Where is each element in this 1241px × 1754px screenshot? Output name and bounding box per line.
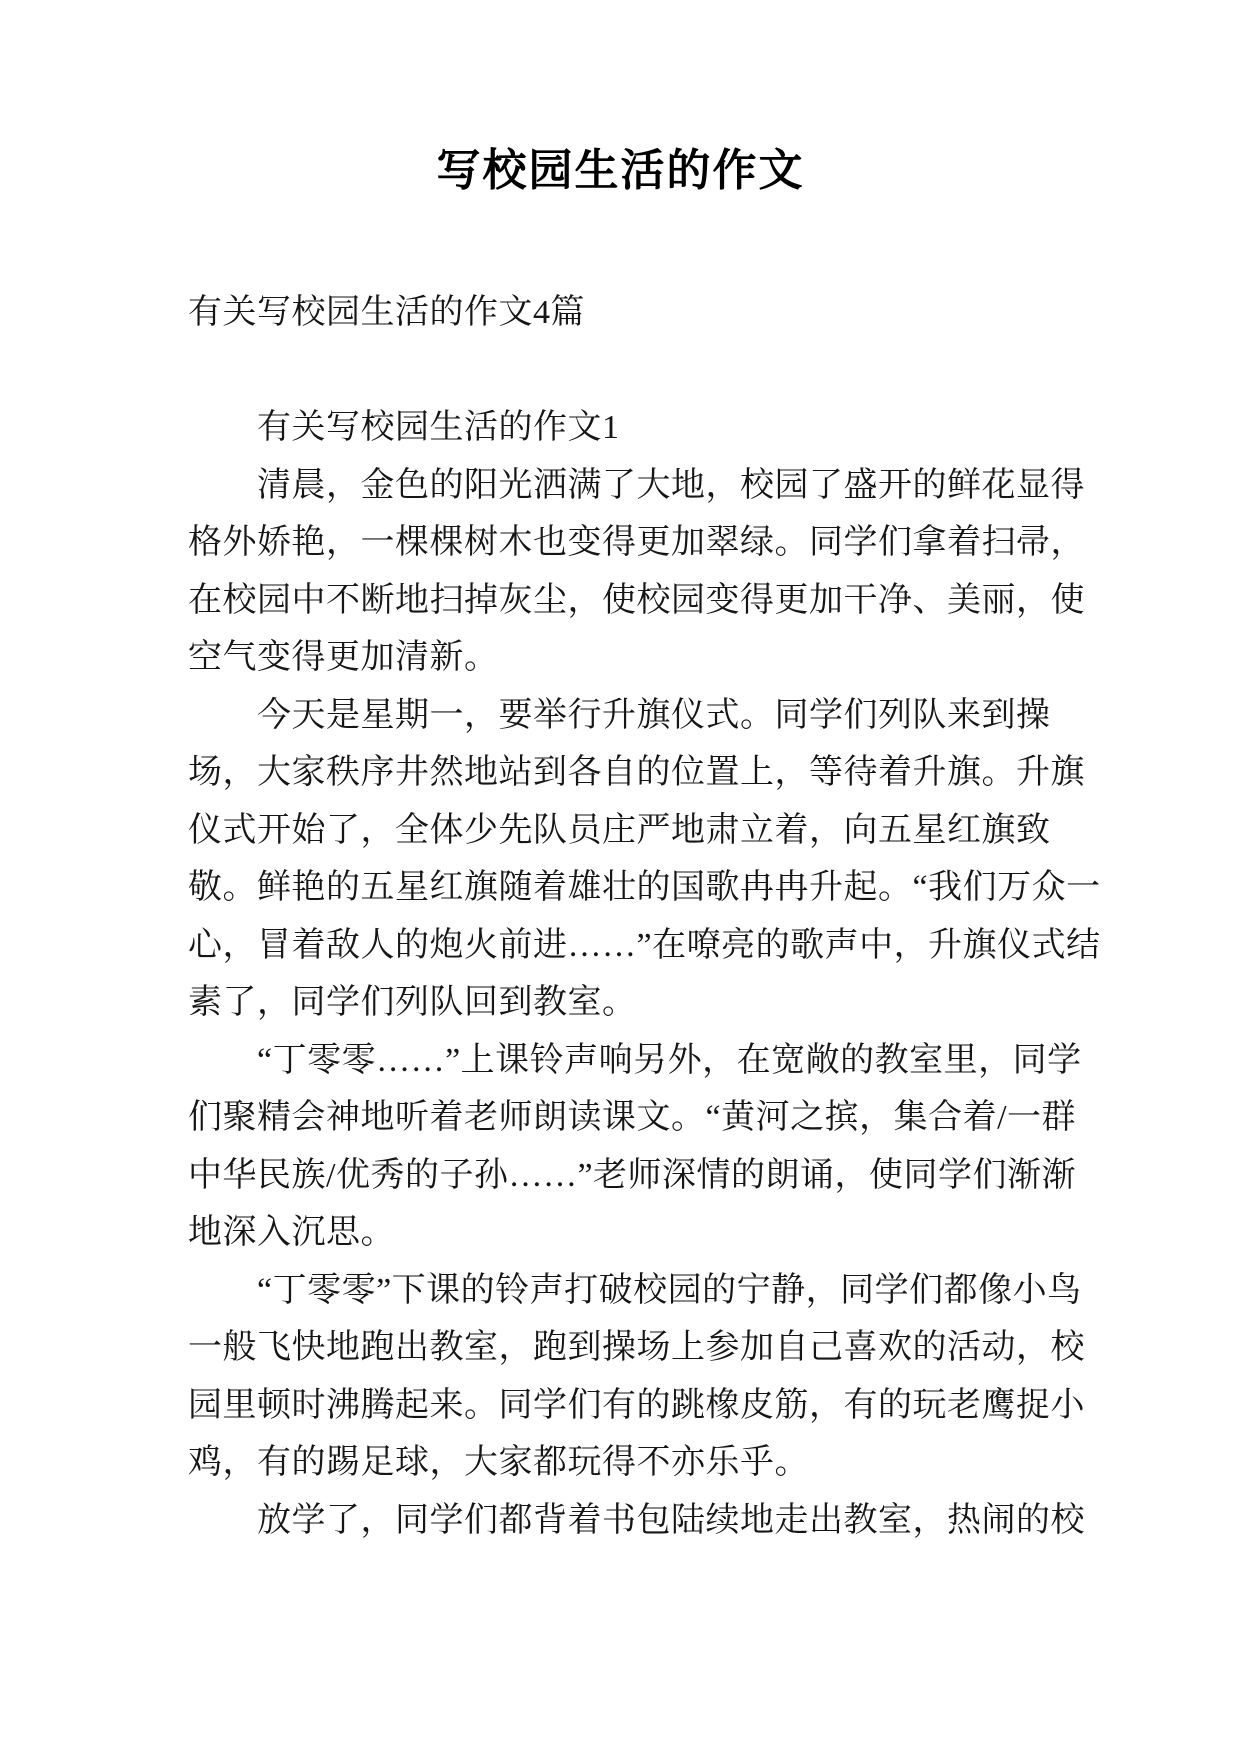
paragraph-5-truncated: 放学了，同学们都背着书包陆续地走出教室，热闹的校 <box>257 1501 1085 1539</box>
paragraph-3: “丁零零……”上课铃声响另外，在宽敞的教室里，同学们聚精会神地听着老师朗读课文。“黄河之摈，集合着/一群中华民族/优秀的子孙……”老师深情的朗诵，使同学们渐渐地深入沉思。 <box>188 1041 1082 1251</box>
section-heading: 有关写校园生活的作文1 <box>257 409 620 446</box>
paragraph-1: 清晨，金色的阳光洒满了大地，校园了盛开的鲜花显得格外娇艳，一棵棵树木也变得更加翠绿。同学们拿着扫帚，在校园中不断地扫掉灰尘，使校园变得更加干净、美丽，使空气变得更加清新。 <box>188 466 1085 676</box>
document-subtitle: 有关写校园生活的作文4篇 <box>188 294 585 331</box>
document-body <box>188 284 1104 1549</box>
paragraph-4: “丁零零”下课的铃声打破校园的宁静，同学们都像小鸟一般飞快地跑出教室，跑到操场上参加自己喜欢的活动，校园里顿时沸腾起来。同学们有的跳橡皮筋，有的玩老鹰捉小鸡，有的踢足球，大家都玩得不亦乐乎。 <box>188 1271 1085 1481</box>
blank-line-spacer <box>188 342 1104 400</box>
document-title: 写校园生活的作文 <box>436 146 805 195</box>
paragraph-2: 今天是星期一，要举行升旗仪式。同学们列队来到操场，大家秩序井然地站到各自的位置上，等待着升旗。升旗仪式开始了，全体少先队员庄严地肃立着，向五星红旗致敬。鲜艳的五星红旗随着雄壮的国歌冉冉升起。“我们万众一心，冒着敌人的炮火前进……”在嘹亮的歌声中，升旗仪式结素了，同学们列队回到教室。 <box>188 696 1101 1021</box>
